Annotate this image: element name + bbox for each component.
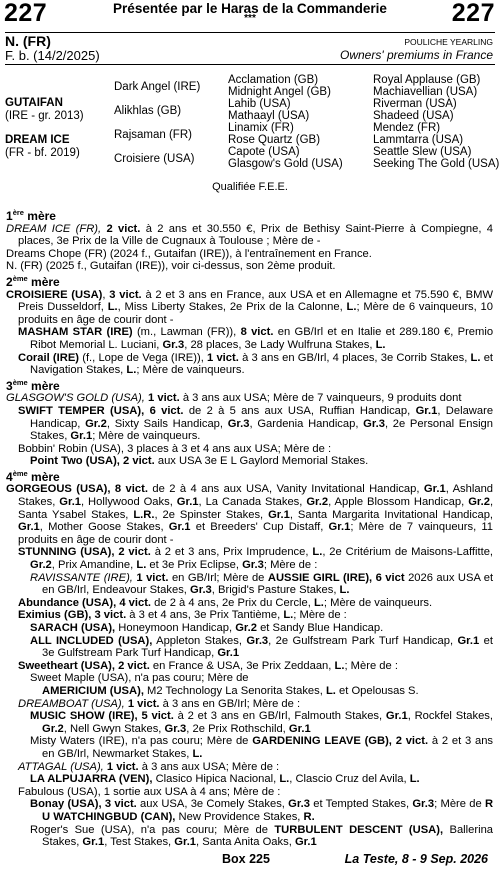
produce-line: RAVISSANTE (IRE), 1 vict. en GB/Irl; Mère de AUSSIE GIRL (IRE), 6 vict 2026 aux USA et en GB/Irl, Endeavour Stakes, Gr.3, Brigid's Pasture Stakes, L.: [30, 571, 494, 597]
pedigree-gen2: Rajsaman (FR): [114, 129, 192, 141]
produce-line: Bonay (USA), 3 vict. aux USA, 3e Comely Stakes, Gr.3 et Tempted Stakes, Gr.3; Mère de R U WATCHINGBUD (CAN), New Providence Stakes, R.: [30, 798, 494, 823]
produce-line: LA ALPUJARRA (VEN), Clasico Hipica Nacional, L., Clascio Cruz del Avila, L.: [30, 773, 420, 786]
pedigree-gen3: Glasgow's Gold (USA): [228, 158, 343, 170]
qualification: Qualifiée F.E.E.: [212, 181, 288, 193]
produce-line: ATTAGAL (USA), 1 vict. à 3 ans aux USA; Mère de :: [18, 760, 280, 773]
granddam-entry: CROISIERE (USA), 3 vict. à 2 et 3 ans en France, aux USA et en Allemagne et 75.590 €, BMW Preis Dusseldorf, L., Miss Liberty Stakes, 2e Prix de la Calonne, L.; Mère de 6 vainqueurs, 10 produits en âge de courir dont -: [6, 288, 494, 326]
produce-line: Dreams Chope (FR) (2024 f., Gutaifan (IRE)), à l'entraînement en France.: [6, 247, 372, 260]
produce-line: DREAMBOAT (USA), 1 vict. à 3 ans en GB/Irl; Mère de :: [18, 697, 301, 710]
pedigree-gen4: Mendez (FR): [373, 122, 441, 134]
pedigree-gen3: Linamix (FR): [228, 122, 294, 134]
pedigree-gen2: Alikhlas (GB): [114, 105, 182, 117]
presenter: Présentée par le Haras de la Commanderie: [113, 1, 387, 16]
produce-line: N. (FR) (2025 f., Gutaifan (IRE)), voir ci-dessus, son 2ème produit.: [6, 260, 336, 273]
pedigree-gen2: Dark Angel (IRE): [114, 81, 201, 93]
page-header: [0, 0, 500, 40]
stars: ***: [244, 13, 256, 24]
produce-line: STUNNING (USA), 2 vict. à 2 et 3 ans, Prix Imprudence, L., 2e Critérium de Maisons-Laffitte, Gr.2, Prix Amandine, L. et 3e Prix Eclipse, Gr.3; Mère de :: [18, 546, 494, 572]
produce-line: Misty Waters (IRE), n'a pas couru; Mère de GARDENING LEAVE (GB), 2 vict. à 2 et 3 ans en GB/Irl, Newmarket Stakes, L.: [30, 735, 494, 760]
produce-line: MUSIC SHOW (IRE), 5 vict. à 2 et 3 ans en GB/Irl, Falmouth Stakes, Gr.1, Rockfel Stakes, Gr.2, Nell Gwyn Stakes, Gr.3, 2e Prix Rothschild, Gr.1: [30, 710, 494, 735]
pedigree-gen3: Rose Quartz (GB): [228, 134, 321, 146]
divider-top: [5, 32, 495, 33]
produce-line: SARACH (USA), Honeymoon Handicap, Gr.2 et Sandy Blue Handicap.: [30, 622, 384, 634]
pedigree-gen3: Capote (USA): [228, 146, 300, 158]
pedigree-gen3: Midnight Angel (GB): [228, 86, 331, 98]
section-heading-1: 1ère mère: [6, 208, 56, 223]
pedigree-gen4: Machiavellian (USA): [373, 86, 478, 98]
dam-name: DREAM ICE: [5, 134, 70, 146]
lot-number-left: 227: [4, 0, 48, 27]
pedigree-gen3: Mathaayl (USA): [228, 110, 310, 122]
pedigree-gen4: Royal Applause (GB): [373, 74, 481, 86]
divider-pedigree: [5, 64, 495, 65]
produce-line: Eximius (GB), 3 vict. à 3 et 4 ans, 3e Prix Tantième, L.; Mère de :: [18, 609, 347, 622]
owners-premiums: Owners' premiums in France: [340, 48, 493, 62]
section-heading-4: 4ème mère: [6, 468, 60, 484]
produce-record: [6, 197, 493, 849]
page-footer: [0, 852, 500, 869]
produce-line: Abundance (USA), 4 vict. de 2 à 4 ans, 2e Prix du Cercle, L.; Mère de vainqueurs.: [18, 596, 433, 609]
horse-birth: F. b. (14/2/2025): [5, 48, 100, 63]
produce-line: AMERICIUM (USA), M2 Technology La Senorita Stakes, L. et Opelousas S.: [42, 684, 419, 697]
produce-line: Sweetheart (USA), 2 vict. en France & USA, 3e Prix Zeddaan, L.; Mère de :: [18, 659, 398, 672]
third-dam-entry: GLASGOW'S GOLD (USA), 1 vict. à 3 ans aux USA; Mère de 7 vainqueurs, 9 produits dont: [6, 392, 462, 405]
dam-info: (FR - bf. 2019): [5, 147, 80, 159]
produce-line: Point Two (USA), 2 vict. aux USA 3e E L Gaylord Memorial Stakes.: [30, 455, 369, 468]
pedigree-gen4: Seattle Slew (USA): [373, 146, 472, 158]
sire-info: (IRE - gr. 2013): [5, 110, 84, 122]
produce-line: Roger's Sue (USA), n'a pas couru; Mère de TURBULENT DESCENT (USA), Ballerina Stakes, Gr.1, Test Stakes, Gr.1, Santa Anita Oaks, Gr.1: [30, 823, 494, 849]
produce-line: Sweet Maple (USA), n'a pas couru; Mère de: [30, 672, 249, 685]
section-heading-3: 3ème mère: [6, 377, 60, 393]
sire-name: GUTAIFAN: [5, 97, 63, 109]
sex-type: POULICHE YEARLING: [404, 37, 493, 47]
horse-name: N. (FR): [5, 33, 51, 49]
pedigree-gen4: Lammtarra (USA): [373, 134, 464, 146]
dam-entry: DREAM ICE (FR), 2 vict. à 2 ans et 30.550 €, Prix de Bethisy Saint-Pierre à Compiegne, 4 places, 3e Prix de la Ville de Cugnaux à Toulouse ; Mère de -: [6, 222, 493, 248]
produce-line: Fabulous (USA), 1 sortie aux USA à 4 ans; Mère de :: [18, 785, 281, 798]
fourth-dam-entry: GORGEOUS (USA), 8 vict. de 2 à 4 ans aux USA, Vanity Invitational Handicap, Gr.1, Ashland Stakes, Gr.1, Hollywood Oaks, Gr.1, La Canada Stakes, Gr.2, Apple Blossom Handicap, Gr.2, Santa Ysabel Stakes, L.R., 2e Spinster Stakes, Gr.1, Santa Margarita Invitational Handicap, Gr.1, Mother Goose Stakes, Gr.1 et Breeders' Cup Distaff, Gr.1; Mère de 7 vainqueurs, 11 produits en âge de courir dont -: [6, 483, 494, 546]
produce-line: Corail (IRE) (f., Lope de Vega (IRE)), 1 vict. à 3 ans en GB/Irl, 4 places, 3e Corrib Stakes, L. et Navigation Stakes, L.; Mère de vainqueurs.: [18, 351, 494, 377]
pedigree-gen3: Lahib (USA): [228, 98, 291, 110]
pedigree-gen4: Riverman (USA): [373, 98, 457, 110]
produce-line: Bobbin' Robin (USA), 3 places à 3 et 4 ans aux USA; Mère de :: [18, 442, 332, 455]
pedigree-gen2: Croisiere (USA): [114, 153, 195, 165]
pedigree-gen4: Seeking The Gold (USA): [373, 158, 500, 170]
pedigree-gen3: Acclamation (GB): [228, 74, 319, 86]
lot-number-right: 227: [451, 0, 495, 27]
produce-line: ALL INCLUDED (USA), Appleton Stakes, Gr.3, 2e Gulfstream Park Turf Handicap, Gr.1 et 3e Gulfstream Park Turf Handicap, Gr.1: [30, 634, 494, 660]
section-heading-2: 2ème mère: [6, 273, 60, 289]
pedigree-gen4: Shadeed (USA): [373, 110, 454, 122]
sale-place-date: La Teste, 8 - 9 Sep. 2026: [344, 852, 488, 866]
box-number: Box 225: [222, 852, 270, 866]
produce-line: SWIFT TEMPER (USA), 6 vict. de 2 à 5 ans aux USA, Ruffian Handicap, Gr.1, Delaware Handicap, Gr.2, Sixty Sails Handicap, Gr.3, Gardenia Handicap, Gr.3, 2e Personal Ensign Stakes, Gr.1; Mère de vainqueurs.: [18, 404, 494, 443]
produce-line: MASHAM STAR (IRE) (m., Lawman (FR)), 8 vict. en GB/Irl et en Italie et 289.180 €, Premio Ribot Memorial L. Luciani, Gr.3, 28 places, 3e Lady Wulfruna Stakes, L.: [18, 326, 494, 351]
